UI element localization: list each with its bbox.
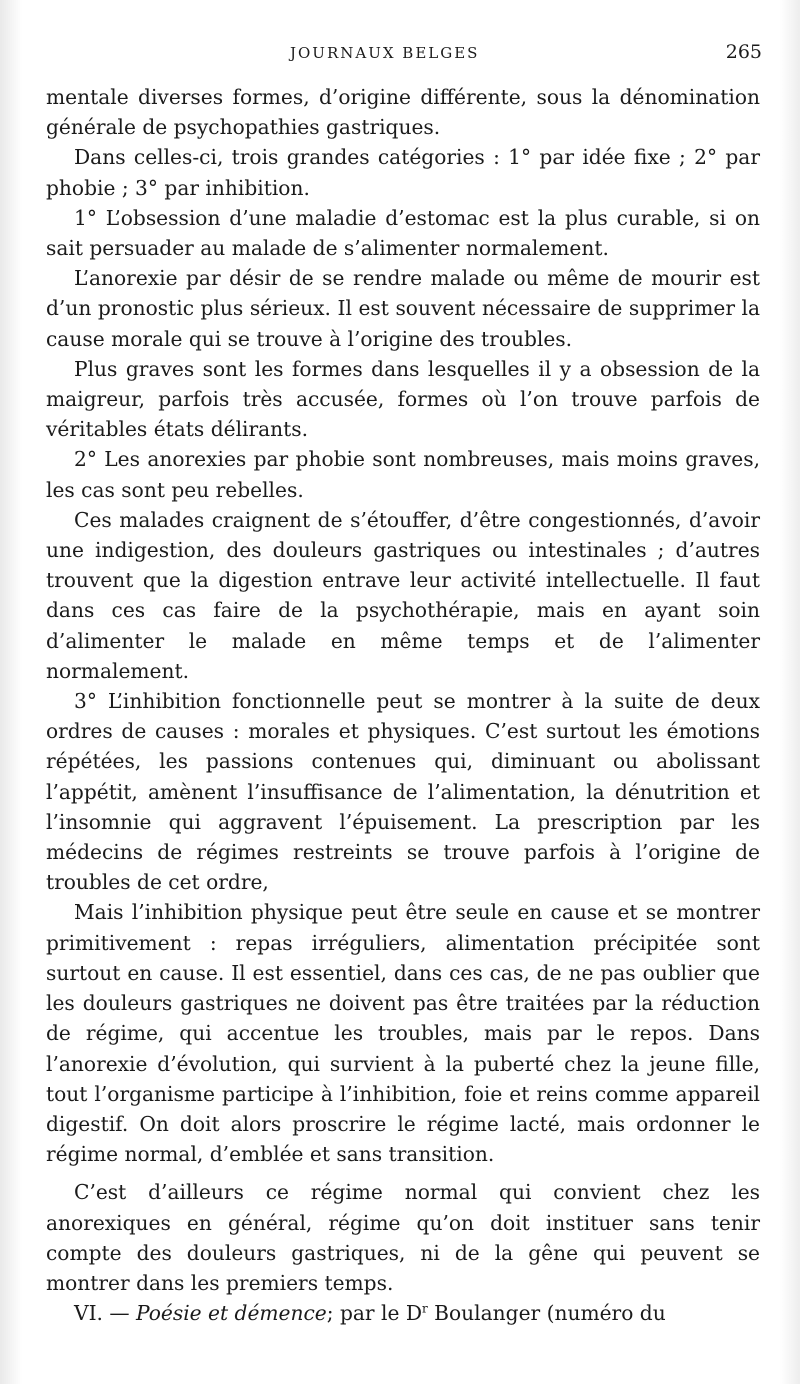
page-number: 265 bbox=[725, 41, 762, 63]
paragraph-inhibition: 3° L’inhibition fonctionnelle peut se montrer à la suite de deux ordres de causes : morales et physiques. C’est surtout les émotions répétées, les passions contenues qui, diminuant ou abolissant l’appétit, amènent l’insuffisance de l’alimentation, la dénutrition et l’insomnie qui aggravent l’épuisement. La prescription par les médecins de régimes restreints se trouve parfois à l’origine de troubles de cet ordre, bbox=[46, 689, 760, 895]
article-title: Poésie et démence bbox=[136, 1301, 327, 1326]
article-byline-end: Boulanger (numéro du bbox=[427, 1301, 666, 1326]
paragraph-categories: Dans celles-ci, trois grandes catégories : 1° par idée fixe ; 2° par phobie ; 3° par inhibition. bbox=[46, 145, 760, 200]
paragraph-section-vi bbox=[46, 1298, 760, 1328]
article-byline: ; par le D bbox=[326, 1301, 422, 1326]
running-head-title: JOURNAUX BELGES bbox=[290, 44, 480, 62]
paragraph-malades-craignent: Ces malades craignent de s’étouffer, d’être congestionnés, d’avoir une indigestion, des douleurs gastriques ou intestinales ; d’autres trouvent que la digestion entrave leur activité intellectuelle. Il faut dans ces cas faire de la psychothérapie, mais en ayant soin d’alimenter le malade en même temps et de l’alimenter normalement. bbox=[46, 507, 760, 683]
paragraph-phobie: 2° Les anorexies par phobie sont nombreuses, mais moins graves, les cas sont peu rebelles. bbox=[46, 447, 760, 502]
doctor-abbrev-sup: r bbox=[422, 1301, 428, 1316]
paragraph-maigreur: Plus graves sont les formes dans lesquelles il y a obsession de la maigreur, parfois très accusée, formes où l’on trouve parfois de véritables états délirants. bbox=[46, 356, 760, 442]
paragraph-inhibition-physique: Mais l’inhibition physique peut être seule en cause et se montrer primitivement : repas irréguliers, alimentation précipitée sont surtout en cause. Il est essentiel, dans ces cas, de ne pas oublier que les douleurs gastriques ne doivent pas être traitées par la réduction de régime, qui accentue les troubles, mais par le repos. Dans l’anorexie d’évolution, qui survient à la puberté chez la jeune fille, tout l’organisme participe à l’inhibition, foie et reins comme appareil digestif. On doit alors proscrire le régime lacté, mais ordonner le régime normal, d’emblée et sans transition. bbox=[46, 900, 760, 1167]
paragraph-anorexie-desir: L’anorexie par désir de se rendre malade ou même de mourir est d’un pronostic plus sérieux. Il est souvent nécessaire de supprimer la cause morale qui se trouve à l’origine des troubles. bbox=[46, 266, 760, 351]
paragraph-obsession: 1° L’obsession d’une maladie d’estomac est la plus curable, si on sait persuader au malade de s’alimenter normalement. bbox=[46, 205, 760, 261]
body-text bbox=[46, 82, 760, 1328]
section-number: VI. — bbox=[74, 1301, 130, 1326]
paragraph-regime-normal: C’est d’ailleurs ce régime normal qui convient chez les anorexiques en général, régime qu’on doit instituer sans tenir compte des douleurs gastriques, ni de la gêne qui peuvent se montrer dans les premiers temps. bbox=[46, 1180, 760, 1295]
running-head bbox=[46, 30, 760, 82]
paragraph-continued: mentale diverses formes, d’origine différente, sous la dénomination générale de psychopathies gastriques. bbox=[46, 85, 760, 140]
